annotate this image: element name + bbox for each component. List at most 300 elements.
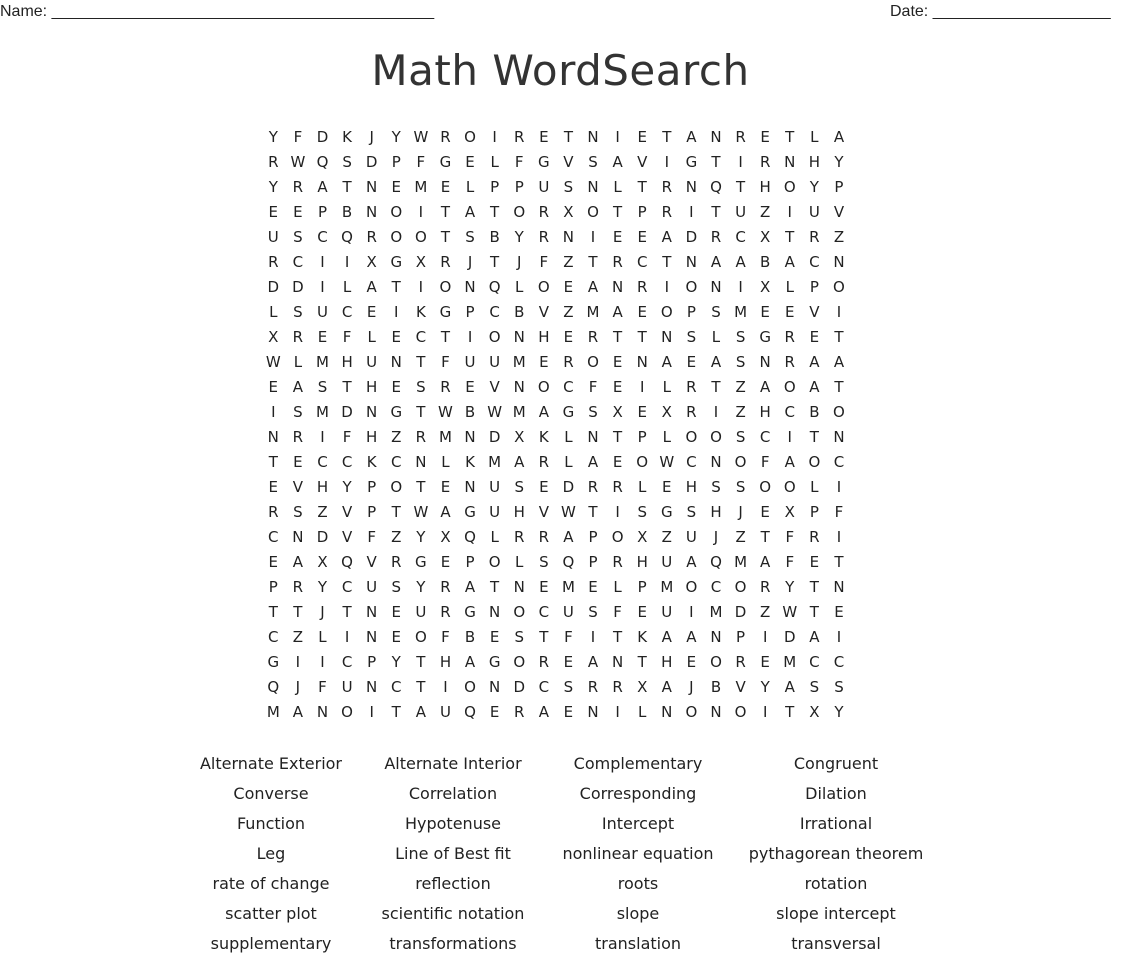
grid-cell[interactable]: A: [538, 703, 549, 721]
grid-cell[interactable]: N: [366, 403, 378, 421]
grid-cell[interactable]: I: [836, 528, 842, 546]
grid-cell[interactable]: Z: [563, 253, 574, 271]
grid-cell[interactable]: Q: [562, 553, 575, 571]
grid-cell[interactable]: Y: [268, 178, 278, 196]
grid-cell[interactable]: T: [809, 603, 819, 621]
grid-cell[interactable]: S: [588, 403, 598, 421]
grid-cell[interactable]: D: [783, 628, 796, 646]
grid-cell[interactable]: R: [636, 278, 648, 296]
grid-cell[interactable]: F: [613, 603, 622, 621]
grid-cell[interactable]: E: [612, 228, 623, 246]
grid-cell[interactable]: X: [809, 703, 820, 721]
grid-cell[interactable]: K: [465, 453, 475, 471]
grid-cell[interactable]: E: [391, 378, 401, 396]
grid-cell[interactable]: T: [809, 578, 819, 596]
grid-cell[interactable]: J: [517, 253, 522, 271]
grid-cell[interactable]: H: [710, 503, 722, 521]
grid-cell[interactable]: H: [439, 653, 452, 671]
grid-cell[interactable]: A: [563, 528, 574, 546]
grid-cell[interactable]: Q: [341, 228, 353, 246]
grid-cell[interactable]: G: [759, 328, 771, 346]
grid-cell[interactable]: N: [759, 353, 771, 371]
grid-cell[interactable]: C: [636, 253, 648, 271]
grid-cell[interactable]: F: [539, 253, 549, 271]
grid-cell[interactable]: I: [836, 628, 842, 646]
grid-cell[interactable]: B: [514, 303, 525, 321]
grid-cell[interactable]: R: [538, 653, 550, 671]
grid-cell[interactable]: N: [513, 378, 525, 396]
grid-cell[interactable]: T: [588, 253, 598, 271]
grid-cell[interactable]: T: [834, 328, 844, 346]
grid-cell[interactable]: I: [320, 428, 325, 446]
grid-cell[interactable]: O: [808, 453, 821, 471]
grid-cell[interactable]: K: [538, 428, 549, 446]
grid-cell[interactable]: R: [809, 528, 820, 546]
grid-cell[interactable]: X: [366, 253, 377, 271]
grid-cell[interactable]: N: [366, 203, 378, 221]
grid-cell[interactable]: P: [465, 303, 475, 321]
grid-cell[interactable]: T: [613, 428, 623, 446]
grid-cell[interactable]: I: [492, 128, 497, 146]
grid-cell[interactable]: T: [785, 228, 795, 246]
grid-cell[interactable]: P: [637, 578, 647, 596]
grid-cell[interactable]: N: [710, 703, 722, 721]
grid-cell[interactable]: E: [440, 478, 451, 496]
grid-cell[interactable]: S: [514, 478, 524, 496]
grid-cell[interactable]: W: [413, 503, 429, 521]
grid-cell[interactable]: H: [636, 553, 648, 571]
grid-cell[interactable]: E: [268, 378, 279, 396]
grid-cell[interactable]: E: [268, 478, 279, 496]
grid-cell[interactable]: X: [637, 528, 648, 546]
grid-cell[interactable]: R: [661, 178, 673, 196]
grid-cell[interactable]: C: [759, 428, 771, 446]
grid-cell[interactable]: U: [489, 353, 501, 371]
grid-cell[interactable]: A: [784, 453, 795, 471]
grid-cell[interactable]: R: [538, 528, 550, 546]
grid-cell[interactable]: U: [415, 603, 427, 621]
grid-cell[interactable]: I: [344, 628, 350, 646]
grid-cell[interactable]: J: [369, 128, 374, 146]
grid-cell[interactable]: M: [316, 353, 329, 371]
grid-cell[interactable]: O: [660, 303, 673, 321]
grid-cell[interactable]: T: [785, 128, 795, 146]
grid-cell[interactable]: I: [615, 128, 620, 146]
grid-cell[interactable]: S: [735, 478, 746, 496]
grid-cell[interactable]: Y: [785, 578, 795, 596]
grid-cell[interactable]: T: [711, 153, 721, 171]
grid-cell[interactable]: J: [320, 603, 325, 621]
grid-cell[interactable]: E: [637, 603, 647, 621]
grid-cell[interactable]: O: [537, 278, 550, 296]
grid-cell[interactable]: L: [441, 453, 450, 471]
grid-cell[interactable]: A: [809, 628, 820, 646]
grid-cell[interactable]: H: [513, 503, 525, 521]
grid-cell[interactable]: T: [834, 378, 844, 396]
grid-cell[interactable]: T: [440, 228, 451, 246]
grid-cell[interactable]: T: [637, 653, 647, 671]
grid-cell[interactable]: S: [686, 503, 697, 521]
grid-cell[interactable]: L: [490, 528, 499, 546]
grid-cell[interactable]: I: [639, 378, 645, 396]
grid-cell[interactable]: R: [784, 328, 795, 346]
grid-cell[interactable]: I: [590, 628, 596, 646]
grid-cell[interactable]: O: [611, 528, 624, 546]
grid-cell[interactable]: X: [612, 403, 623, 421]
grid-cell[interactable]: C: [415, 328, 427, 346]
grid-cell[interactable]: F: [588, 378, 598, 396]
grid-cell[interactable]: J: [295, 678, 301, 696]
grid-cell[interactable]: U: [661, 603, 673, 621]
grid-cell[interactable]: T: [662, 253, 672, 271]
grid-cell[interactable]: S: [563, 178, 574, 196]
grid-cell[interactable]: A: [514, 453, 525, 471]
grid-cell[interactable]: A: [661, 353, 672, 371]
grid-cell[interactable]: H: [316, 478, 329, 496]
grid-cell[interactable]: V: [489, 378, 500, 396]
grid-cell[interactable]: E: [465, 153, 475, 171]
grid-cell[interactable]: C: [489, 303, 500, 321]
grid-cell[interactable]: S: [293, 503, 303, 521]
grid-cell[interactable]: Z: [735, 403, 746, 421]
grid-cell[interactable]: F: [760, 453, 770, 471]
grid-cell[interactable]: Y: [268, 128, 278, 146]
grid-cell[interactable]: V: [637, 153, 648, 171]
grid-cell[interactable]: R: [735, 653, 746, 671]
grid-cell[interactable]: N: [464, 278, 476, 296]
grid-cell[interactable]: N: [513, 328, 525, 346]
grid-cell[interactable]: A: [612, 303, 623, 321]
grid-cell[interactable]: R: [538, 203, 550, 221]
grid-cell[interactable]: Q: [488, 278, 501, 296]
grid-cell[interactable]: N: [611, 278, 624, 296]
grid-cell[interactable]: C: [686, 453, 697, 471]
grid-cell[interactable]: T: [637, 178, 647, 196]
grid-cell[interactable]: A: [292, 378, 304, 396]
grid-cell[interactable]: A: [809, 353, 820, 371]
grid-cell[interactable]: A: [809, 378, 820, 396]
grid-cell[interactable]: N: [366, 628, 378, 646]
grid-cell[interactable]: I: [787, 428, 792, 446]
grid-cell[interactable]: I: [615, 703, 620, 721]
grid-cell[interactable]: E: [465, 378, 475, 396]
grid-cell[interactable]: T: [416, 653, 426, 671]
grid-cell[interactable]: T: [391, 503, 401, 521]
grid-cell[interactable]: E: [563, 653, 574, 671]
grid-cell[interactable]: C: [268, 628, 279, 646]
grid-cell[interactable]: R: [612, 678, 623, 696]
grid-cell[interactable]: S: [391, 578, 402, 596]
grid-cell[interactable]: Y: [514, 228, 524, 246]
grid-cell[interactable]: D: [488, 428, 501, 446]
grid-cell[interactable]: N: [366, 603, 378, 621]
grid-cell[interactable]: O: [685, 428, 698, 446]
grid-cell[interactable]: E: [268, 203, 279, 221]
grid-cell[interactable]: V: [366, 553, 377, 571]
grid-cell[interactable]: C: [317, 453, 328, 471]
grid-cell[interactable]: E: [760, 653, 770, 671]
grid-cell[interactable]: A: [710, 353, 722, 371]
grid-cell[interactable]: A: [317, 178, 328, 196]
grid-cell[interactable]: D: [513, 678, 526, 696]
grid-cell[interactable]: P: [809, 503, 819, 521]
grid-cell[interactable]: T: [613, 328, 623, 346]
grid-cell[interactable]: H: [759, 403, 771, 421]
grid-cell[interactable]: K: [415, 303, 426, 321]
grid-cell[interactable]: R: [538, 453, 550, 471]
grid-cell[interactable]: S: [416, 378, 426, 396]
grid-cell[interactable]: E: [489, 628, 500, 646]
grid-cell[interactable]: G: [267, 653, 280, 671]
grid-cell[interactable]: Z: [735, 378, 746, 396]
grid-cell[interactable]: L: [564, 453, 573, 471]
grid-cell[interactable]: X: [784, 503, 795, 521]
grid-cell[interactable]: C: [710, 578, 722, 596]
grid-cell[interactable]: I: [271, 403, 276, 421]
grid-cell[interactable]: Y: [760, 678, 770, 696]
grid-cell[interactable]: E: [317, 328, 328, 346]
grid-cell[interactable]: U: [489, 478, 501, 496]
grid-cell[interactable]: T: [416, 403, 426, 421]
grid-cell[interactable]: F: [342, 428, 352, 446]
grid-cell[interactable]: X: [637, 678, 648, 696]
grid-cell[interactable]: E: [563, 703, 574, 721]
grid-cell[interactable]: Z: [833, 228, 845, 246]
grid-cell[interactable]: I: [738, 278, 743, 296]
grid-cell[interactable]: L: [564, 428, 573, 446]
grid-cell[interactable]: W: [659, 453, 675, 471]
grid-cell[interactable]: C: [809, 653, 820, 671]
grid-cell[interactable]: M: [586, 303, 600, 321]
grid-cell[interactable]: N: [587, 178, 599, 196]
grid-cell[interactable]: O: [513, 203, 526, 221]
grid-cell[interactable]: D: [267, 278, 280, 296]
grid-cell[interactable]: R: [759, 153, 771, 171]
grid-cell[interactable]: D: [562, 478, 575, 496]
grid-cell[interactable]: N: [587, 128, 599, 146]
grid-cell[interactable]: O: [685, 578, 698, 596]
grid-cell[interactable]: C: [317, 228, 328, 246]
grid-cell[interactable]: I: [320, 253, 325, 271]
grid-cell[interactable]: L: [342, 278, 352, 296]
grid-cell[interactable]: D: [341, 403, 353, 421]
grid-cell[interactable]: E: [563, 328, 574, 346]
grid-cell[interactable]: S: [637, 503, 647, 521]
grid-cell[interactable]: S: [293, 303, 303, 321]
grid-cell[interactable]: D: [365, 153, 378, 171]
grid-cell[interactable]: U: [439, 703, 451, 721]
grid-cell[interactable]: U: [685, 528, 697, 546]
grid-cell[interactable]: N: [661, 328, 673, 346]
grid-cell[interactable]: E: [760, 128, 770, 146]
grid-cell[interactable]: C: [341, 578, 353, 596]
grid-cell[interactable]: H: [661, 653, 673, 671]
grid-cell[interactable]: L: [269, 303, 278, 321]
grid-cell[interactable]: P: [367, 653, 377, 671]
grid-cell[interactable]: K: [637, 628, 648, 646]
grid-cell[interactable]: O: [783, 178, 796, 196]
grid-cell[interactable]: O: [341, 703, 353, 721]
grid-cell[interactable]: R: [440, 128, 451, 146]
grid-cell[interactable]: E: [539, 128, 549, 146]
grid-cell[interactable]: J: [713, 528, 719, 546]
grid-cell[interactable]: B: [489, 228, 500, 246]
grid-cell[interactable]: O: [734, 703, 747, 721]
grid-cell[interactable]: I: [418, 203, 424, 221]
grid-cell[interactable]: H: [808, 153, 820, 171]
grid-cell[interactable]: G: [685, 153, 698, 171]
grid-cell[interactable]: E: [686, 353, 697, 371]
grid-cell[interactable]: H: [685, 478, 698, 496]
grid-cell[interactable]: R: [612, 478, 623, 496]
grid-cell[interactable]: U: [538, 178, 550, 196]
grid-cell[interactable]: J: [467, 253, 473, 271]
grid-cell[interactable]: C: [538, 603, 550, 621]
grid-cell[interactable]: T: [293, 603, 303, 621]
grid-cell[interactable]: S: [342, 153, 352, 171]
grid-cell[interactable]: B: [464, 628, 476, 646]
grid-cell[interactable]: T: [268, 603, 278, 621]
grid-cell[interactable]: T: [440, 328, 451, 346]
grid-cell[interactable]: O: [685, 278, 698, 296]
grid-cell[interactable]: X: [760, 278, 771, 296]
grid-cell[interactable]: E: [662, 478, 672, 496]
grid-cell[interactable]: N: [611, 653, 624, 671]
grid-cell[interactable]: O: [537, 378, 550, 396]
grid-cell[interactable]: L: [367, 328, 376, 346]
grid-cell[interactable]: N: [316, 703, 329, 721]
grid-cell[interactable]: J: [738, 503, 743, 521]
grid-cell[interactable]: R: [661, 203, 673, 221]
grid-cell[interactable]: O: [488, 328, 501, 346]
grid-cell[interactable]: S: [514, 628, 524, 646]
grid-cell[interactable]: M: [783, 653, 797, 671]
grid-cell[interactable]: W: [265, 353, 281, 371]
grid-cell[interactable]: A: [366, 278, 377, 296]
grid-cell[interactable]: Y: [391, 653, 401, 671]
grid-cell[interactable]: N: [587, 428, 599, 446]
grid-cell[interactable]: P: [367, 478, 377, 496]
grid-cell[interactable]: A: [415, 703, 426, 721]
grid-cell[interactable]: N: [390, 353, 402, 371]
grid-cell[interactable]: R: [440, 253, 451, 271]
grid-cell[interactable]: T: [391, 278, 401, 296]
grid-cell[interactable]: T: [391, 703, 401, 721]
grid-cell[interactable]: S: [735, 353, 746, 371]
grid-cell[interactable]: C: [809, 253, 820, 271]
grid-cell[interactable]: E: [391, 328, 401, 346]
grid-cell[interactable]: O: [710, 428, 722, 446]
grid-cell[interactable]: R: [391, 553, 402, 571]
grid-cell[interactable]: P: [317, 203, 327, 221]
grid-cell[interactable]: S: [539, 553, 549, 571]
grid-cell[interactable]: Z: [661, 528, 672, 546]
grid-cell[interactable]: O: [587, 353, 599, 371]
grid-cell[interactable]: M: [561, 578, 575, 596]
grid-cell[interactable]: G: [464, 503, 476, 521]
grid-cell[interactable]: R: [268, 153, 279, 171]
grid-cell[interactable]: U: [489, 503, 501, 521]
grid-cell[interactable]: S: [293, 228, 303, 246]
grid-cell[interactable]: E: [391, 628, 401, 646]
grid-cell[interactable]: E: [834, 603, 844, 621]
grid-cell[interactable]: O: [464, 678, 476, 696]
grid-cell[interactable]: V: [341, 528, 353, 546]
grid-cell[interactable]: N: [784, 153, 796, 171]
grid-cell[interactable]: Q: [464, 703, 476, 721]
grid-cell[interactable]: F: [367, 528, 376, 546]
grid-cell[interactable]: F: [785, 528, 795, 546]
grid-cell[interactable]: P: [514, 178, 524, 196]
grid-cell[interactable]: A: [710, 253, 722, 271]
grid-cell[interactable]: U: [316, 303, 328, 321]
grid-cell[interactable]: T: [785, 703, 795, 721]
grid-cell[interactable]: N: [710, 128, 722, 146]
grid-cell[interactable]: S: [735, 428, 746, 446]
grid-cell[interactable]: I: [787, 203, 792, 221]
grid-cell[interactable]: I: [320, 653, 325, 671]
grid-cell[interactable]: O: [734, 578, 747, 596]
grid-cell[interactable]: P: [834, 178, 844, 196]
grid-cell[interactable]: T: [342, 178, 352, 196]
grid-cell[interactable]: T: [711, 378, 721, 396]
grid-cell[interactable]: E: [588, 578, 598, 596]
grid-cell[interactable]: C: [268, 528, 279, 546]
grid-cell[interactable]: V: [538, 303, 549, 321]
grid-cell[interactable]: L: [293, 353, 303, 371]
grid-cell[interactable]: G: [390, 253, 403, 271]
grid-cell[interactable]: L: [810, 128, 819, 146]
grid-cell[interactable]: C: [292, 253, 304, 271]
grid-cell[interactable]: A: [735, 253, 746, 271]
grid-cell[interactable]: U: [464, 353, 476, 371]
grid-cell[interactable]: R: [292, 578, 304, 596]
grid-cell[interactable]: U: [562, 603, 574, 621]
grid-cell[interactable]: R: [366, 228, 377, 246]
grid-cell[interactable]: N: [710, 453, 722, 471]
grid-cell[interactable]: G: [562, 403, 575, 421]
grid-cell[interactable]: A: [686, 128, 697, 146]
grid-cell[interactable]: T: [342, 378, 352, 396]
grid-cell[interactable]: A: [686, 628, 697, 646]
grid-cell[interactable]: D: [316, 128, 329, 146]
grid-cell[interactable]: D: [734, 603, 747, 621]
grid-cell[interactable]: I: [369, 703, 374, 721]
grid-cell[interactable]: B: [760, 253, 771, 271]
grid-cell[interactable]: F: [834, 503, 844, 521]
grid-cell[interactable]: O: [513, 603, 526, 621]
grid-cell[interactable]: E: [539, 478, 549, 496]
grid-cell[interactable]: S: [293, 403, 303, 421]
grid-cell[interactable]: E: [366, 303, 377, 321]
grid-cell[interactable]: M: [709, 603, 723, 621]
grid-cell[interactable]: A: [612, 153, 623, 171]
grid-cell[interactable]: I: [295, 653, 301, 671]
grid-cell[interactable]: F: [416, 153, 426, 171]
grid-cell[interactable]: M: [734, 303, 748, 321]
grid-cell[interactable]: I: [664, 278, 670, 296]
grid-cell[interactable]: S: [735, 328, 746, 346]
grid-cell[interactable]: T: [588, 503, 598, 521]
grid-cell[interactable]: U: [366, 578, 378, 596]
grid-cell[interactable]: V: [538, 503, 549, 521]
grid-cell[interactable]: A: [833, 353, 845, 371]
grid-cell[interactable]: Q: [316, 153, 329, 171]
grid-cell[interactable]: A: [440, 503, 451, 521]
grid-cell[interactable]: A: [833, 128, 845, 146]
grid-cell[interactable]: I: [418, 278, 424, 296]
grid-cell[interactable]: O: [390, 203, 403, 221]
